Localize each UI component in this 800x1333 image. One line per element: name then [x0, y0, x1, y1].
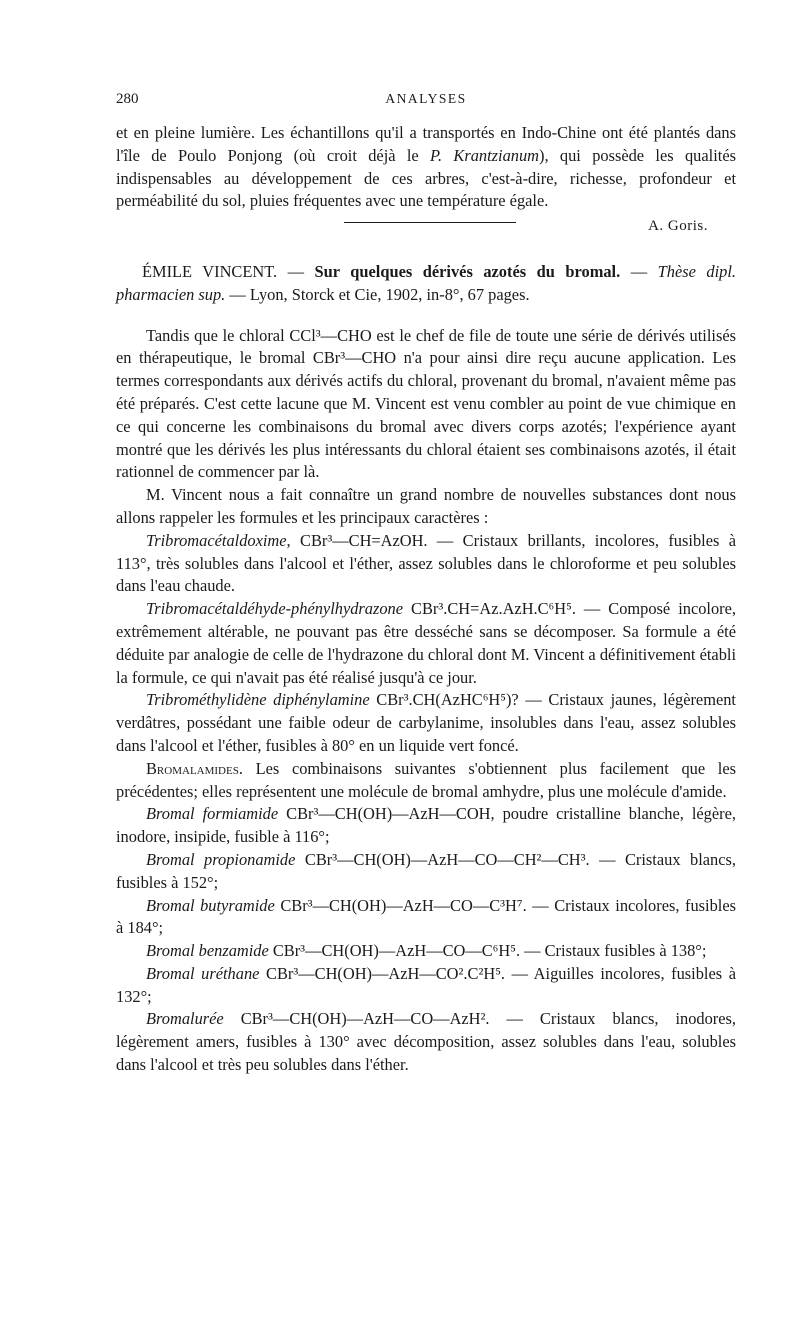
amide-name: Bromal propionamide — [146, 849, 296, 869]
entry-author: ÉMILE VINCENT. — — [142, 261, 315, 281]
compound-entry: Tribromacétaldoxime, CBr³—CH=AzOH. — Cristaux brillants, incolores, fusibles à 113°, très solubles dans l'alcool et l'éther, assez solubles dans le chloroforme et peu solubles dans l'eau chaude. — [116, 530, 736, 596]
amide-entry: Bromal uréthane CBr³—CH(OH)—AzH—CO².C²H⁵. — Aiguilles incolores, fusibles à 132°; — [116, 963, 736, 1006]
bromalamides-paragraph: Bromalamides. Les combinaisons suivantes s'obtiennent plus facilement que les précédentes; elles représentent une molécule de bromal amhydre, plus une molécule d'amide. — [116, 758, 736, 801]
amide-entry: Bromal benzamide CBr³—CH(OH)—AzH—CO—C⁶H⁵. — Cristaux fusibles à 138°; — [146, 941, 707, 961]
document-page — [116, 88, 736, 1077]
entry-title: Sur quelques dérivés azotés du bromal. — [314, 261, 621, 281]
compound-entry: Tribrométhylidène diphénylamine CBr³.CH(AzHC⁶H⁵)? — Cristaux jaunes, légèrement verdâtres, possédant une faible odeur de carbylanime, insolubles dans l'eau, assez solubles dans l'alcool et l'éther, fusibles à 80° en un liquide vert foncé. — [116, 690, 736, 755]
amide-entry: Bromalurée CBr³—CH(OH)—AzH—CO—AzH². — Cristaux blancs, inodores, légèrement amers, fusibles à 130° avec décomposition, assez solubles dans l'eau, solubles dans l'alcool et très peu solubles dans l'éther. — [116, 1009, 736, 1075]
signature: A. Goris. — [648, 218, 708, 235]
amide-name: Bromal butyramide — [146, 895, 275, 915]
entry-thesis: Thèse dipl. pharmacien sup. — [116, 261, 737, 304]
amide-entry: Bromal butyramide CBr³—CH(OH)—AzH—CO—C³H⁷. — Cristaux incolores, fusibles à 184°; — [116, 895, 736, 938]
amide-name: Bromal uréthane — [146, 963, 260, 983]
amide-name: Bromal formiamide — [146, 804, 279, 824]
page-number: 280 — [116, 91, 139, 107]
entry-publication: — Lyon, Storck et Cie, 1902, in-8°, 67 pages. — [225, 284, 530, 304]
running-head: ANALYSES — [385, 91, 467, 106]
previous-entry-text: et en pleine lumière. Les échantillons qu'il a transportés en Indo-Chine ont été plantés dans l'île de Poulo Ponjong (où croit déjà le P. Krantzianum), qui possède les qualités indispensables au développement de ces arbres, c'est-à-dire, richesse, profondeur et perméabilité du sol, pluies fréquentes avec une température égale. — [116, 123, 736, 211]
compound-name: Tribromacétaldoxime — [146, 530, 287, 550]
amide-name: Bromal benzamide — [146, 941, 269, 961]
compound-name: Tribrométhylidène diphénylamine — [146, 690, 370, 710]
entry-heading: ÉMILE VINCENT. — Sur quelques dérivés azotés du bromal. — Thèse dipl. pharmacien sup. — Lyon, Storck et Cie, 1902, in-8°, 67 pages. — [116, 261, 737, 304]
amide-entry: Bromal formiamide CBr³—CH(OH)—AzH—COH, poudre cristalline blanche, légère, inodore, insipide, fusible à 116°; — [116, 804, 736, 847]
amide-entry: Bromal propionamide CBr³—CH(OH)—AzH—CO—CH²—CH³. — Cristaux blancs, fusibles à 152°; — [116, 849, 736, 892]
page-header — [116, 88, 736, 112]
bromalamides-heading: Bromalamides. — [146, 758, 243, 778]
amide-name: Bromalurée — [146, 1009, 224, 1029]
species-name: P. Krantzianum — [430, 145, 539, 165]
section-divider — [344, 222, 516, 223]
paragraph: M. Vincent nous a fait connaître un grand nombre de nouvelles substances dont nous allons rappeler les formules et les principaux caractères : — [116, 485, 736, 527]
compound-entry: Tribromacétaldéhyde-phénylhydrazone CBr³.CH=Az.AzH.C⁶H⁵. — Composé incolore, extrêmement altérable, ne pouvant pas être desséché sans se décomposer. Sa formule a été déduite par analogie de celle de l'hydrazone du chloral dont M. Vincent a définitivement établi la formule, ce qui n'avait pas été réalisé jusqu'à ce jour. — [116, 599, 736, 687]
entry-body — [116, 325, 736, 1077]
compound-name: Tribromacétaldéhyde-phénylhydrazone — [146, 599, 404, 619]
paragraph: Tandis que le chloral CCl³—CHO est le chef de file de toute une série de dérivés utilisés en thérapeutique, le bromal CBr³—CHO n'a pour ainsi dire reçu aucune application. Les termes correspondants aux dérivés actifs du chloral, provenant du bromal, n'avaient même pas été préparés. C'est cette lacune que M. Vincent est venu combler au point de vue chimique en ce qui concerne les combinaisons du bromal avec divers corps azotés; l'expérience ayant montré que les dérivés les plus intéressants du chloral étaient ses combinaisons azotés, il était rationnel de commencer par là. — [116, 325, 736, 482]
